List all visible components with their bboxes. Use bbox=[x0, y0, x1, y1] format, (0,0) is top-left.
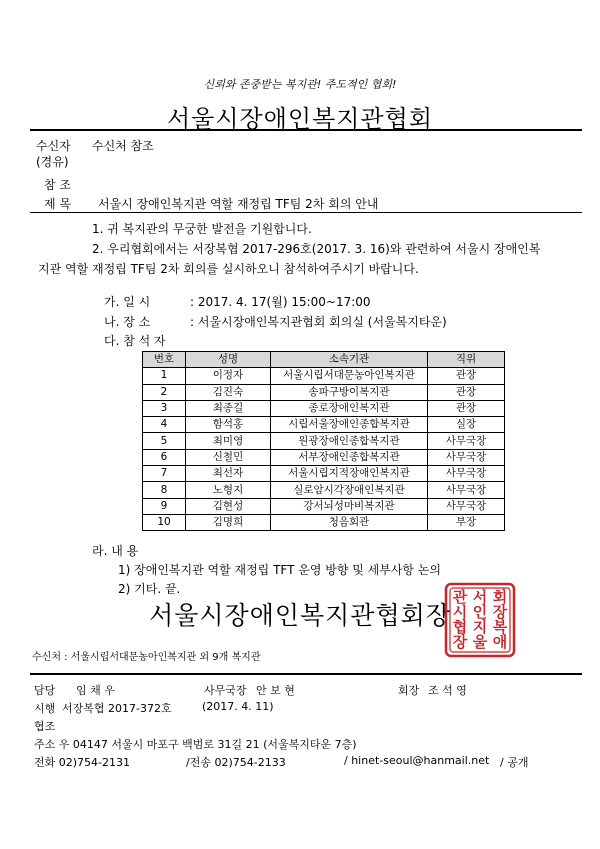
table-row bbox=[143, 400, 505, 416]
disclosure: / 공개 bbox=[500, 756, 529, 769]
table-cell: 실로암시각장애인복지관 bbox=[271, 482, 428, 498]
table-cell: 실장 bbox=[428, 417, 505, 433]
seal-character: 협 bbox=[452, 618, 468, 636]
table-cell: 사무국장 bbox=[428, 482, 505, 498]
table-cell: 사무국장 bbox=[428, 433, 505, 449]
address: 주소 우 04147 서울시 마포구 백범로 31길 21 (서울복지타운 7층) bbox=[34, 738, 357, 751]
sender-title: 서울시장애인복지관협회장 bbox=[149, 601, 451, 630]
footer-divider bbox=[30, 673, 582, 675]
subject-value: 서울시 장애인복지관 역할 재정립 TF팀 2차 회의 안내 bbox=[98, 197, 379, 211]
paragraph-2-line-2: 지관 역할 재정립 TF팀 2차 회의를 실시하오니 참석하여주시기 바랍니다. bbox=[38, 262, 419, 276]
content-item-2: 2) 기타. 끝. bbox=[118, 582, 181, 596]
table-cell: 청음회관 bbox=[271, 514, 428, 530]
staff-label: 담당 bbox=[34, 684, 56, 697]
table-row bbox=[143, 368, 505, 384]
table-cell: 최선자 bbox=[186, 466, 271, 482]
table-cell: 김명희 bbox=[186, 514, 271, 530]
seal-character: 관 bbox=[452, 588, 468, 606]
table-cell: 서울시립지적장애인복지관 bbox=[271, 466, 428, 482]
place-label: 나. 장 소 bbox=[104, 315, 151, 329]
table-cell: 부장 bbox=[428, 514, 505, 530]
exec-label: 시행 bbox=[34, 702, 56, 715]
seal-character: 회 bbox=[492, 588, 508, 606]
seal-character: 시 bbox=[452, 603, 468, 621]
coop-label: 협조 bbox=[34, 720, 56, 733]
table-cell: 강서뇌성마비복지관 bbox=[271, 498, 428, 514]
table-header-cell: 성명 bbox=[186, 352, 271, 368]
header-divider bbox=[30, 129, 582, 131]
recipient-value: 수신처 참조 bbox=[92, 139, 154, 153]
phone: 전화 02)754-2131 bbox=[34, 756, 130, 769]
president-name: 조 석 영 bbox=[428, 684, 467, 697]
table-row bbox=[143, 417, 505, 433]
table-cell: 7 bbox=[143, 466, 186, 482]
reference-label: 참 조 bbox=[44, 178, 71, 192]
table-row bbox=[143, 482, 505, 498]
table-cell: 8 bbox=[143, 482, 186, 498]
seal-character: 복 bbox=[492, 618, 508, 636]
staff-name: 임 채 우 bbox=[76, 684, 115, 697]
content-item-1: 1) 장애인복지관 역할 재정립 TFT 운영 방향 및 세부사항 논의 bbox=[118, 563, 442, 577]
table-cell: 최미영 bbox=[186, 433, 271, 449]
table-cell: 1 bbox=[143, 368, 186, 384]
subject-divider bbox=[30, 212, 582, 213]
content-label: 라. 내 용 bbox=[92, 544, 139, 558]
exec-date: (2017. 4. 11) bbox=[202, 700, 274, 713]
date-value: : 2017. 4. 17(월) 15:00~17:00 bbox=[190, 295, 371, 309]
cc-line: 수신처 : 서울시립서대문농아인복지관 외 9개 복지관 bbox=[32, 652, 261, 663]
table-cell: 김진숙 bbox=[186, 384, 271, 400]
seal-character: 애 bbox=[492, 633, 508, 651]
paragraph-2-line-1: 2. 우리협회에서는 서장복협 2017-296호(2017. 3. 16)와 관련하여 서울시 장애인복 bbox=[92, 242, 541, 256]
exec-value: 서장복협 2017-372호 bbox=[62, 702, 172, 715]
table-cell: 함석홍 bbox=[186, 417, 271, 433]
seal-character: 지 bbox=[472, 618, 488, 636]
table-row bbox=[143, 449, 505, 465]
table-cell: 노형지 bbox=[186, 482, 271, 498]
table-cell: 사무국장 bbox=[428, 498, 505, 514]
date-label: 가. 일 시 bbox=[104, 295, 151, 309]
recipient-label: 수신자 bbox=[36, 139, 71, 153]
email: / hinet-seoul@hanmail.net bbox=[344, 754, 490, 767]
seal-character: 장 bbox=[492, 603, 508, 621]
table-header-cell: 직위 bbox=[428, 352, 505, 368]
table-cell: 시립서울장애인종합복지관 bbox=[271, 417, 428, 433]
table-row bbox=[143, 433, 505, 449]
president-label: 회장 bbox=[398, 684, 420, 697]
via-label: (경유) bbox=[36, 155, 69, 169]
seal-character: 울 bbox=[472, 633, 488, 651]
table-cell: 사무국장 bbox=[428, 449, 505, 465]
table-cell: 9 bbox=[143, 498, 186, 514]
table-cell: 6 bbox=[143, 449, 186, 465]
seal-character: 인 bbox=[472, 603, 488, 621]
paragraph-1: 1. 귀 복지관의 무궁한 발전을 기원합니다. bbox=[92, 222, 312, 236]
table-cell: 관장 bbox=[428, 400, 505, 416]
table-cell: 10 bbox=[143, 514, 186, 530]
table-cell: 김현성 bbox=[186, 498, 271, 514]
slogan: 신뢰와 존중받는 복지관! 주도적인 협회! bbox=[203, 78, 397, 91]
table-cell: 최종길 bbox=[186, 400, 271, 416]
table-cell: 관장 bbox=[428, 368, 505, 384]
table-cell: 서울시립서대문농아인복지관 bbox=[271, 368, 428, 384]
table-row bbox=[143, 466, 505, 482]
table-cell: 사무국장 bbox=[428, 466, 505, 482]
attendee-table bbox=[142, 351, 505, 531]
table-row bbox=[143, 384, 505, 400]
manager-name: 안 보 현 bbox=[256, 684, 295, 697]
table-header-cell: 번호 bbox=[143, 352, 186, 368]
manager-label: 사무국장 bbox=[204, 684, 247, 697]
table-row bbox=[143, 498, 505, 514]
attendees-label: 다. 참 석 자 bbox=[104, 334, 166, 348]
table-cell: 원광장애인종합복지관 bbox=[271, 433, 428, 449]
table-cell: 송파구방이복지관 bbox=[271, 384, 428, 400]
table-cell: 2 bbox=[143, 384, 186, 400]
subject-label: 제 목 bbox=[44, 197, 71, 211]
table-cell: 신철민 bbox=[186, 449, 271, 465]
table-header-row bbox=[143, 352, 505, 368]
table-cell: 4 bbox=[143, 417, 186, 433]
table-cell: 5 bbox=[143, 433, 186, 449]
seal-character: 장 bbox=[452, 633, 468, 651]
table-cell: 서부장애인종합복지관 bbox=[271, 449, 428, 465]
table-row bbox=[143, 514, 505, 530]
seal-character: 서 bbox=[472, 588, 488, 606]
table-cell: 3 bbox=[143, 400, 186, 416]
org-title: 서울시장애인복지관협회 bbox=[166, 105, 434, 133]
table-cell: 이정자 bbox=[186, 368, 271, 384]
table-header-cell: 소속기관 bbox=[271, 352, 428, 368]
fax: /전송 02)754-2133 bbox=[186, 756, 286, 769]
table-cell: 관장 bbox=[428, 384, 505, 400]
official-seal-icon bbox=[444, 582, 516, 658]
place-value: : 서울시장애인복지관협회 회의실 (서울복지타운) bbox=[190, 315, 447, 329]
table-cell: 종로장애인복지관 bbox=[271, 400, 428, 416]
